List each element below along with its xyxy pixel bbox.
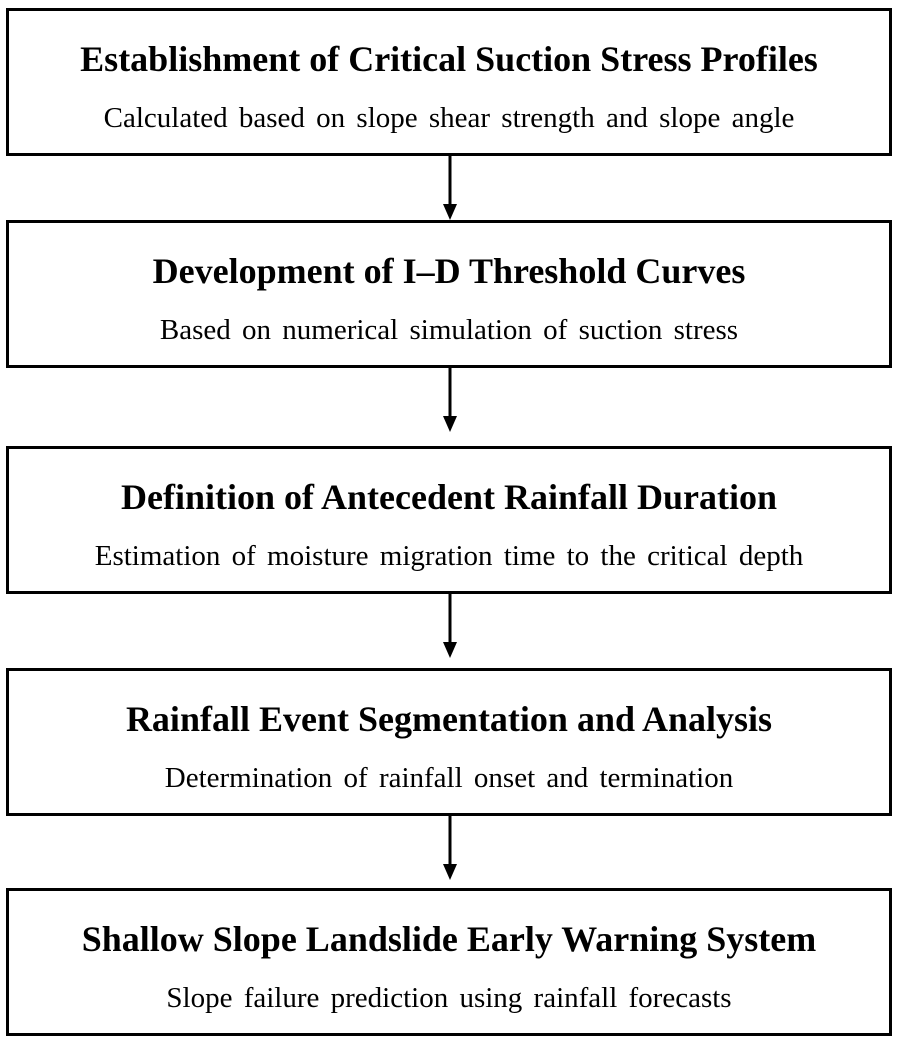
- step-title: Establishment of Critical Suction Stress Profiles: [80, 39, 818, 79]
- down-arrow-icon: [440, 594, 460, 658]
- step-title: Development of I–D Threshold Curves: [152, 251, 746, 291]
- step-description: Estimation of moisture migration time to the critical depth: [94, 540, 804, 572]
- step-box-rainfall-segmentation: [6, 668, 892, 816]
- step-box-early-warning-system: [6, 888, 892, 1036]
- down-arrow-icon: [440, 368, 460, 432]
- step-description: Calculated based on slope shear strength and slope angle: [103, 102, 795, 134]
- step-description: Determination of rainfall onset and termination: [164, 762, 734, 794]
- step-box-id-threshold-curves: [6, 220, 892, 368]
- step-title: Definition of Antecedent Rainfall Duration: [121, 477, 777, 517]
- step-title: Rainfall Event Segmentation and Analysis: [125, 699, 773, 739]
- step-box-critical-suction-stress: [6, 8, 892, 156]
- step-description: Slope failure prediction using rainfall forecasts: [166, 982, 732, 1014]
- step-box-antecedent-rainfall: [6, 446, 892, 594]
- down-arrow-icon: [440, 156, 460, 220]
- down-arrow-icon: [440, 816, 460, 880]
- step-title: Shallow Slope Landslide Early Warning System: [81, 919, 817, 959]
- step-description: Based on numerical simulation of suction stress: [159, 314, 739, 346]
